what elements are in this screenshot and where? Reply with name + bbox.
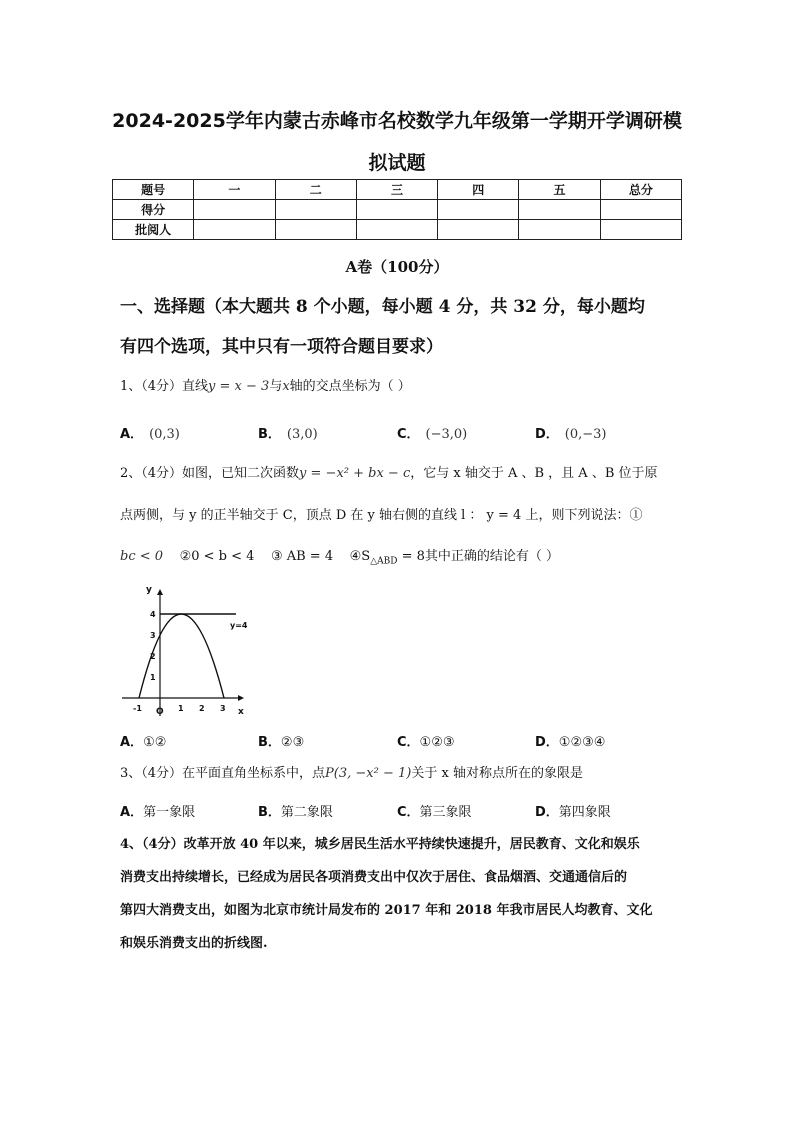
option-label: D． bbox=[535, 427, 559, 442]
option-label: B． bbox=[258, 427, 281, 442]
grader-cell bbox=[519, 220, 600, 240]
y-tick-label: 2 bbox=[150, 652, 156, 661]
score-table-header: 四 bbox=[438, 180, 519, 200]
score-table bbox=[112, 179, 682, 240]
grader-row-label: 批阅人 bbox=[113, 220, 194, 240]
option-label: D． bbox=[535, 805, 559, 820]
option-value: (−3,0) bbox=[425, 427, 468, 442]
question-4-line4: 和娱乐消费支出的折线图. bbox=[120, 936, 268, 951]
grader-cell bbox=[438, 220, 519, 240]
q2-option-b bbox=[258, 731, 304, 750]
question-1 bbox=[120, 377, 680, 397]
q1-expression: y = x − 3 bbox=[208, 379, 270, 394]
question-3 bbox=[120, 764, 680, 784]
grader-cell bbox=[356, 220, 437, 240]
score-cell bbox=[600, 200, 681, 220]
question-4-line1: 4、（4分）改革开放 40 年以来，城乡居民生活水平持续快速提升，居民教育、文化和娱乐 bbox=[120, 837, 640, 852]
q2-line3-suffix: 其中正确的结论有（ ） bbox=[424, 549, 560, 564]
page-title-line2: 拟试题 bbox=[368, 152, 426, 174]
q1-option-d bbox=[535, 423, 607, 442]
option-value: ①②③④ bbox=[558, 735, 606, 750]
q2-statement-3: ③ AB = 4 bbox=[270, 549, 334, 564]
q1-var: x bbox=[282, 379, 290, 394]
grader-cell bbox=[275, 220, 356, 240]
q1-option-b bbox=[258, 423, 318, 442]
section1-heading-line2: 有四个选项，其中只有一项符合题目要求） bbox=[120, 337, 443, 357]
q2-statement-4: $④S_{\triangle ABD} = 8$ bbox=[349, 549, 425, 567]
x-axis-label: x bbox=[238, 707, 244, 717]
q2-line1-prefix: 2、（4分）如图，已知二次函数 bbox=[120, 466, 300, 481]
q2-statement-1: bc < 0 bbox=[120, 549, 164, 564]
q3-option-d bbox=[535, 801, 611, 820]
option-label: A． bbox=[120, 427, 144, 442]
q1-option-c bbox=[397, 423, 467, 442]
score-table-header: 五 bbox=[519, 180, 600, 200]
option-label: A． bbox=[120, 805, 144, 820]
option-value: 第一象限 bbox=[143, 805, 196, 820]
score-cell bbox=[356, 200, 437, 220]
question-2-line2: 点两侧，与 y 的正半轴交于 C，顶点 D 在 y 轴右侧的直线 l ： y = 4 上，则下列说法：① bbox=[120, 508, 643, 523]
option-value: 第三象限 bbox=[419, 805, 472, 820]
question-2-line1 bbox=[120, 464, 680, 484]
option-label: C． bbox=[397, 805, 420, 820]
option-value: (3,0) bbox=[286, 427, 318, 442]
q2-line1-suffix: ，它与 x 轴交于 A 、B ，且 A 、B 位于原 bbox=[410, 466, 658, 481]
q2-statement-2: ②0 < b < 4 bbox=[179, 549, 255, 564]
option-label: A． bbox=[120, 735, 144, 750]
option-value: 第二象限 bbox=[280, 805, 333, 820]
score-cell bbox=[275, 200, 356, 220]
q1-mid: 与 bbox=[269, 379, 283, 394]
q1-suffix: 轴的交点坐标为（ ） bbox=[289, 379, 411, 394]
q2-option-d bbox=[535, 731, 605, 750]
option-value: ①② bbox=[143, 735, 167, 750]
q3-suffix: 关于 x 轴对称点所在的象限是 bbox=[411, 766, 583, 781]
option-value: (0,−3) bbox=[564, 427, 607, 442]
q2-option-c bbox=[397, 731, 455, 750]
option-value: ①②③ bbox=[419, 735, 455, 750]
x-tick-label: 2 bbox=[199, 704, 205, 713]
q3-option-a bbox=[120, 801, 195, 820]
score-table-header: 三 bbox=[356, 180, 437, 200]
section-a-title: A卷（100分） bbox=[345, 258, 449, 276]
y-axis-label: y bbox=[146, 585, 152, 595]
grader-cell bbox=[600, 220, 681, 240]
option-label: C． bbox=[397, 427, 420, 442]
grader-cell bbox=[194, 220, 275, 240]
option-value: ②③ bbox=[280, 735, 305, 750]
score-cell bbox=[519, 200, 600, 220]
origin-label: O bbox=[156, 707, 164, 717]
option-label: D． bbox=[535, 735, 559, 750]
score-table-header: 题号 bbox=[113, 180, 194, 200]
score-table-header-row bbox=[113, 180, 682, 200]
y-tick-label: 1 bbox=[150, 673, 156, 682]
q3-option-c bbox=[397, 801, 472, 820]
y-tick-label: 4 bbox=[150, 610, 156, 619]
page-title-line1: 2024-2025学年内蒙古赤峰市名校数学九年级第一学期开学调研模 bbox=[112, 110, 682, 132]
question-2-line3 bbox=[120, 547, 680, 572]
score-table-header: 一 bbox=[194, 180, 275, 200]
score-table-row-grader bbox=[113, 220, 682, 240]
q3-point: P(3, −x² − 1) bbox=[325, 766, 412, 781]
question-4-line3: 第四大消费支出，如图为北京市统计局发布的 2017 年和 2018 年我市居民人均教育、文化 bbox=[120, 903, 653, 918]
y-axis-arrow bbox=[157, 589, 163, 595]
line-label: y=4 bbox=[230, 621, 248, 630]
q3-option-b bbox=[258, 801, 333, 820]
x-axis-arrow bbox=[238, 695, 244, 701]
q2-function: y = −x² + bx − c bbox=[299, 466, 411, 481]
section1-heading-line1: 一、选择题（本大题共 8 个小题，每小题 4 分，共 32 分，每小题均 bbox=[120, 297, 645, 317]
x-tick-label: 1 bbox=[178, 704, 184, 713]
x-tick-label: -1 bbox=[133, 704, 142, 713]
option-label: C． bbox=[397, 735, 420, 750]
score-table-row-score bbox=[113, 200, 682, 220]
score-table-header: 总分 bbox=[600, 180, 681, 200]
y-tick-label: 3 bbox=[150, 631, 156, 640]
x-tick-label: 3 bbox=[220, 704, 226, 713]
score-cell bbox=[194, 200, 275, 220]
q2-option-a bbox=[120, 731, 166, 750]
q2-parabola-graph bbox=[118, 578, 258, 720]
score-table-header: 二 bbox=[275, 180, 356, 200]
option-label: B． bbox=[258, 735, 281, 750]
score-cell bbox=[438, 200, 519, 220]
q1-option-a bbox=[120, 423, 180, 442]
score-row-label: 得分 bbox=[113, 200, 194, 220]
option-value: 第四象限 bbox=[558, 805, 611, 820]
q3-prefix: 3、（4分）在平面直角坐标系中，点 bbox=[120, 766, 326, 781]
q1-prefix: 1、（4分）直线 bbox=[120, 379, 209, 394]
option-label: B． bbox=[258, 805, 281, 820]
option-value: (0,3) bbox=[149, 427, 180, 442]
question-4-line2: 消费支出持续增长，已经成为居民各项消费支出中仅次于居住、食品烟酒、交通通信后的 bbox=[120, 870, 628, 885]
